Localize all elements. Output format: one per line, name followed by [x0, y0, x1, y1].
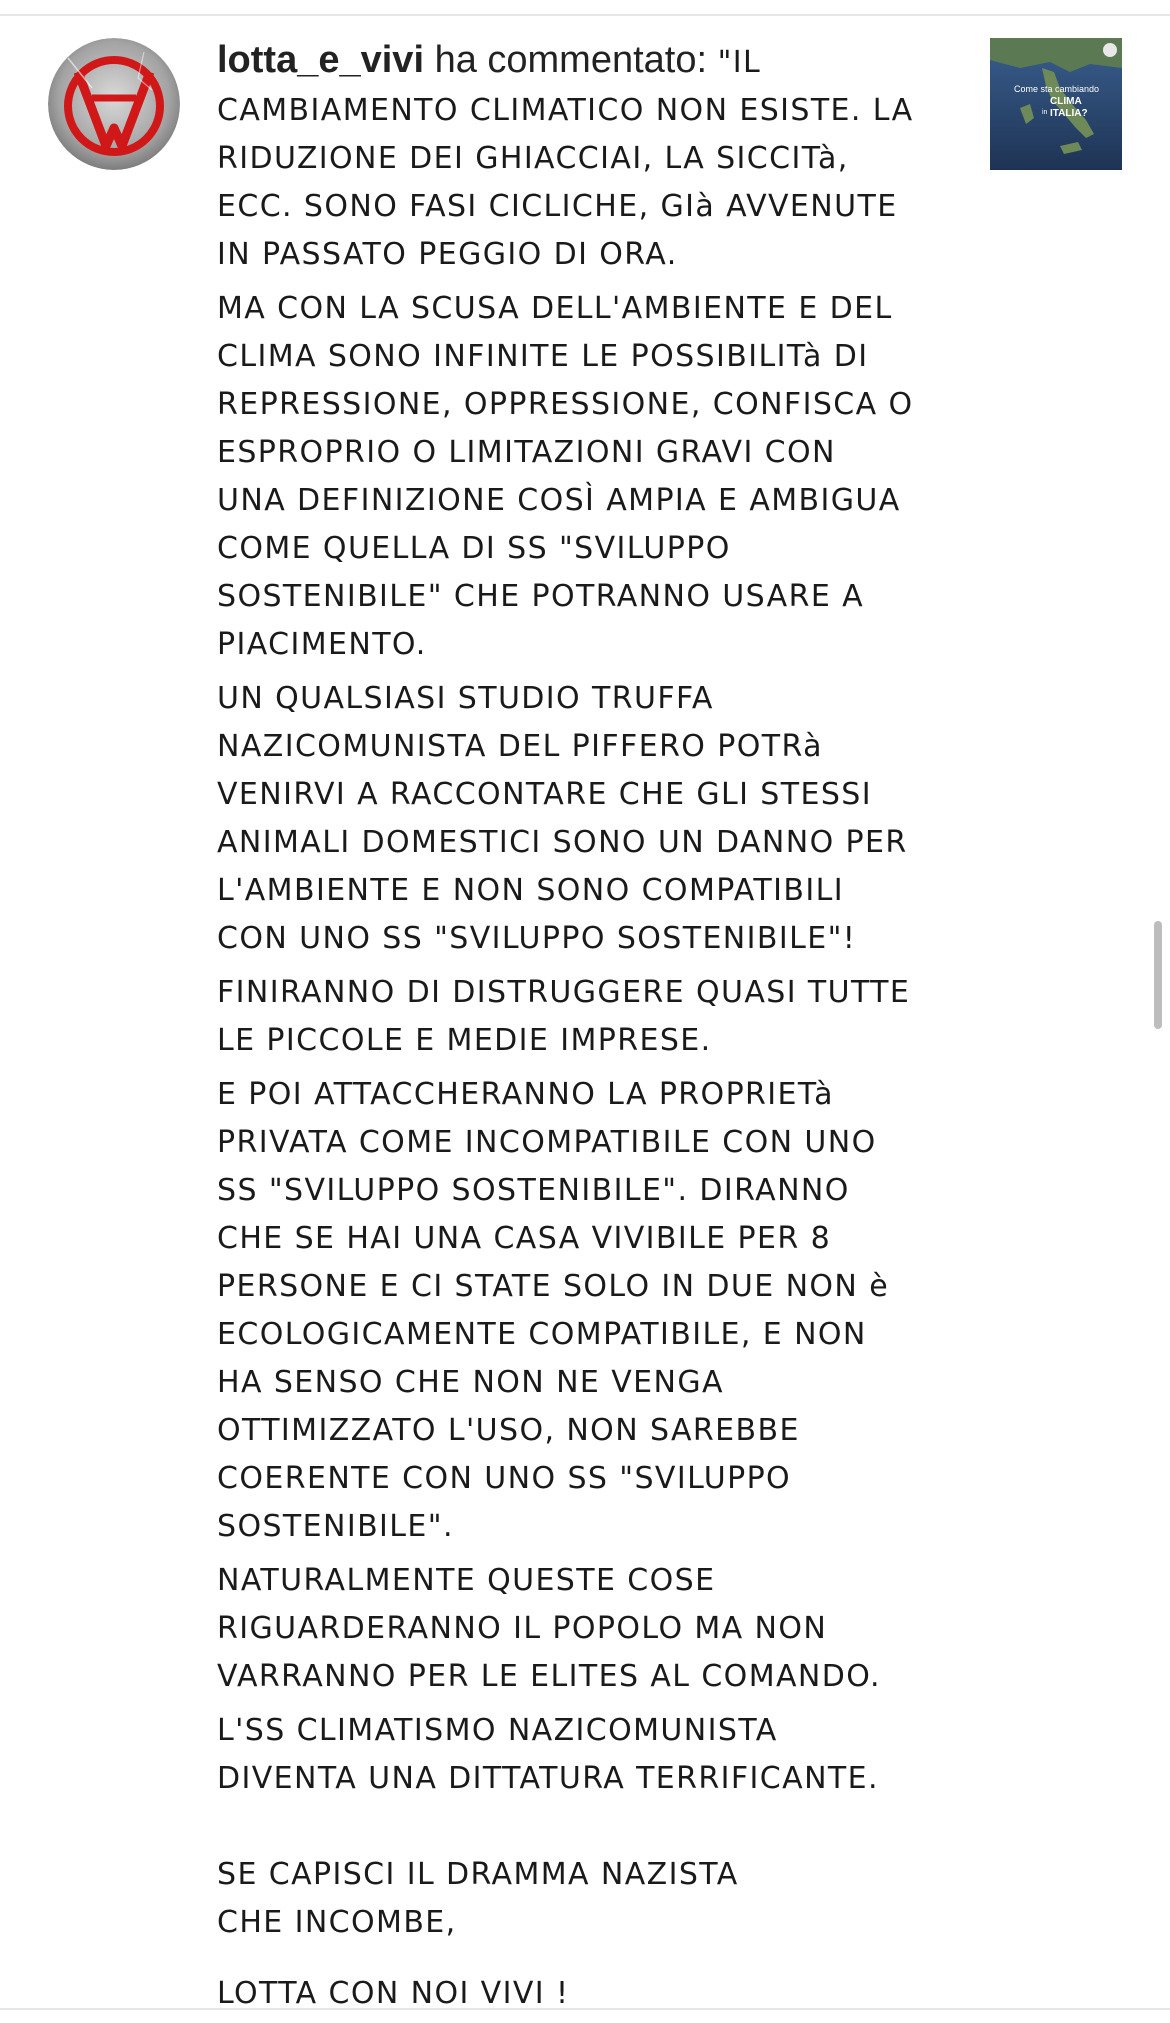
comment-first-word: "IL — [717, 45, 762, 80]
bottom-divider — [0, 2008, 1170, 2010]
comment-paragraph: NATURALMENTE QUESTE COSE RIGUARDERANNO IL POPOLO MA NON VARRANNO PER LE ELITES AL COMANDO. — [217, 1563, 881, 1694]
comment-block — [217, 36, 957, 1953]
italy-map-thumbnail-icon — [990, 38, 1122, 170]
comment-paragraph: L'SS CLIMATISMO NAZICOMUNISTA DIVENTA UNA DITTATURA TERRIFICANTE. — [217, 1713, 879, 1796]
post-thumbnail[interactable] — [990, 38, 1122, 170]
top-divider — [0, 14, 1170, 16]
comment-action-label: ha commentato: — [434, 39, 708, 81]
comment-clipped-line: LOTTA CON NOI VIVI ! — [217, 1976, 570, 2008]
comment-header — [217, 36, 957, 87]
thumbnail-caption-line3: in — [1042, 109, 1048, 116]
thumbnail-caption-line2: CLIMA — [1050, 96, 1082, 107]
comment-paragraph: CAMBIAMENTO CLIMATICO NON ESISTE. LA RIDUZIONE DEI GHIACCIAI, LA SICCITà, ECC. SONO FASI CICLICHE, GIà AVVENUTE IN PASSATO PEGGIO DI ORA. — [217, 93, 914, 272]
comment-paragraph: E POI ATTACCHERANNO LA PROPRIETà PRIVATA COME INCOMPATIBILE CON UNO SS "SVILUPPO SOSTENIBILE". DIRANNO CHE SE HAI UNA CASA VIVIBILE PER 8 PERSONE E CI STATE SOLO IN DUE NON è ECOLOGICAMENTE COMPATIBILE, E NON HA SENSO CHE NON NE VENGA OTTIMIZZATO L'USO, NON SAREBBE COERENTE CON UNO SS "SVILUPPO SOSTENIBILE". — [217, 1077, 890, 1544]
thumbnail-caption-line4: ITALIA? — [1050, 108, 1088, 119]
avatar[interactable] — [48, 38, 180, 170]
avatar-logo-icon — [48, 38, 180, 170]
scrollbar-thumb[interactable] — [1154, 921, 1162, 1029]
clipped-line-wrap — [217, 1960, 957, 2008]
comment-paragraph: MA CON LA SCUSA DELL'AMBIENTE E DEL CLIMA SONO INFINITE LE POSSIBILITà DI REPRESSIONE, OPPRESSIONE, CONFISCA O ESPROPRIO O LIMITAZIONI GRAVI CON UNA DEFINIZIONE COSÌ AMPIA E AMBIGUA COME QUELLA DI SS "SVILUPPO SOSTENIBILE" CHE POTRANNO USARE A PIACIMENTO. — [217, 291, 914, 662]
comment-paragraph: UN QUALSIASI STUDIO TRUFFA NAZICOMUNISTA DEL PIFFERO POTRà VENIRVI A RACCONTARE CHE GLI STESSI ANIMALI DOMESTICI SONO UN DANNO PER L'AMBIENTE E NON SONO COMPATIBILI CON UNO SS "SVILUPPO SOSTENIBILE"! — [217, 681, 908, 956]
username-link[interactable]: lotta_e_vivi — [217, 39, 424, 81]
comment-paragraph: SE CAPISCI IL DRAMMA NAZISTA CHE INCOMBE, — [217, 1857, 739, 1940]
thumbnail-caption-line1: Come sta cambiando — [1014, 84, 1100, 94]
comment-paragraph: FINIRANNO DI DISTRUGGERE QUASI TUTTE LE PICCOLE E MEDIE IMPRESE. — [217, 975, 911, 1058]
